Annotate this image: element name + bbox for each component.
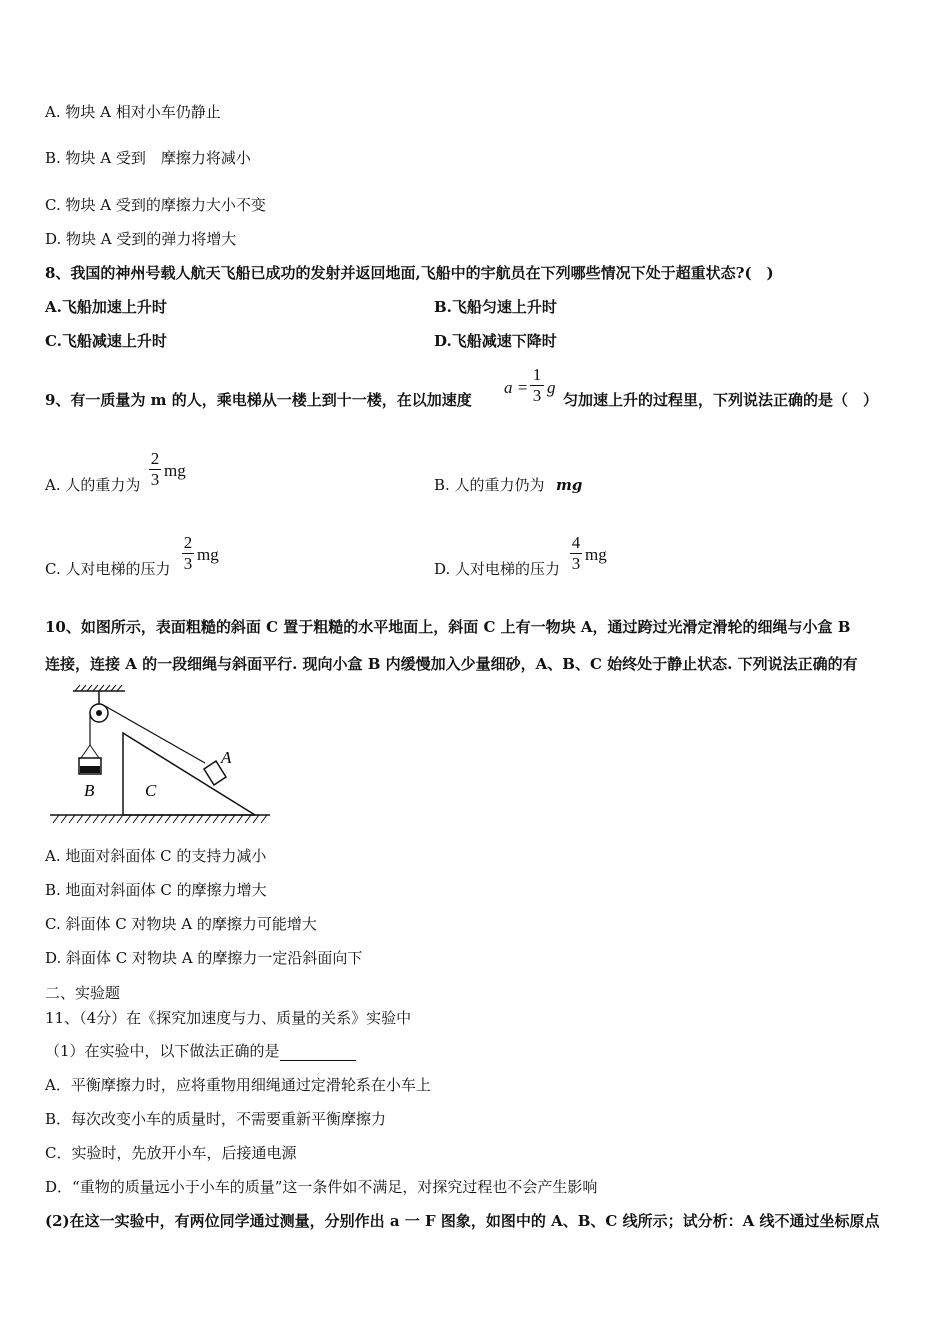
q7-option-a: A. 物块 A 相对小车仍静止	[45, 103, 221, 121]
q10-stem-line2: 连接，连接 A 的一段细绳与斜面平行. 现向小盒 B 内缓慢加入少量细砂，A、B、C 始终处于静止状态. 下列说法正确的有	[45, 655, 858, 673]
q9-option-c-text: C. 人对电梯的压力	[45, 560, 171, 578]
label-b: B	[84, 781, 95, 800]
denominator: 3	[150, 470, 160, 489]
q9-option-d-unit: mg	[585, 545, 607, 564]
hanger-left	[81, 745, 90, 758]
q9-option-d-text: D. 人对电梯的压力	[434, 560, 561, 578]
q10-option-c: C. 斜面体 C 对物块 A 的摩擦力可能增大	[45, 915, 317, 933]
q11-stem: 11、（4分）在《探究加速度与力、质量的关系》实验中	[45, 1009, 412, 1027]
q9-option-b-text: B. 人的重力仍为	[434, 476, 545, 494]
q10-stem-line1: 10、如图所示，表面粗糙的斜面 C 置于粗糙的水平地面上，斜面 C 上有一物块 A，通过跨过光滑定滑轮的细绳与小盒 B	[45, 618, 851, 636]
q9-stem-end: 匀加速上升的过程里，下列说法正确的是（ ）	[563, 391, 879, 409]
q11-sub2: (2)在这一实验中，有两位同学通过测量，分别作出 a 一 F 图象，如图中的 A、B、C 线所示；试分析：A 线不通过坐标原点	[45, 1212, 880, 1230]
ceiling-hatch	[75, 685, 122, 691]
q9-option-a-text: A. 人的重力为	[45, 476, 141, 494]
q11-option-b: B．每次改变小车的质量时，不需要重新平衡摩擦力	[45, 1110, 387, 1128]
q9-accel-fraction	[530, 366, 544, 405]
incline-pulley-figure	[45, 683, 275, 828]
numerator: 4	[571, 533, 581, 552]
q8-option-b: B.飞船匀速上升时	[434, 298, 557, 316]
q7-option-d: D. 物块 A 受到的弹力将增大	[45, 230, 237, 248]
q10-option-b: B. 地面对斜面体 C 的摩擦力增大	[45, 881, 267, 899]
q9-option-b-value: mg	[556, 476, 583, 494]
q11-sub1-text: （1）在实验中，以下做法正确的是	[45, 1042, 280, 1060]
denominator: 3	[183, 554, 193, 573]
q10-option-a: A. 地面对斜面体 C 的支持力减小	[45, 847, 267, 865]
q11-option-c: C．实验时，先放开小车，后接通电源	[45, 1144, 297, 1162]
sand-in-box	[80, 766, 100, 773]
numerator: 2	[183, 533, 193, 552]
q7-option-b: B. 物块 A 受到 摩擦力将减小	[45, 149, 251, 167]
q9-option-a-unit: mg	[164, 461, 186, 480]
q9-accel-denominator: 3	[532, 386, 542, 405]
q9-option-c-unit: mg	[197, 545, 219, 564]
q9-accel-numerator: 1	[532, 365, 542, 384]
q9-option-c-fraction	[182, 534, 194, 573]
pulley-axle	[96, 710, 102, 716]
q11-option-d: D．“重物的质量远小于小车的质量”这一条件如不满足，对探究过程也不会产生影响	[45, 1178, 598, 1196]
q8-option-d: D.飞船减速下降时	[434, 332, 557, 350]
q8-option-c: C.飞船减速上升时	[45, 332, 167, 350]
q10-option-d: D. 斜面体 C 对物块 A 的摩擦力一定沿斜面向下	[45, 949, 363, 967]
q9-accel-g: g	[547, 378, 556, 397]
label-a: A	[221, 748, 232, 767]
denominator: 3	[571, 554, 581, 573]
q7-option-c: C. 物块 A 受到的摩擦力大小不变	[45, 196, 266, 214]
q9-option-d-fraction	[570, 534, 582, 573]
q11-option-a: A．平衡摩擦力时，应将重物用细绳通过定滑轮系在小车上	[45, 1076, 431, 1094]
q9-accel-lhs: a =	[504, 378, 529, 397]
q11-sub1	[45, 1041, 356, 1061]
ground-hatch	[53, 815, 267, 823]
incline-c	[123, 733, 255, 815]
q8-option-a: A.飞船加速上升时	[45, 298, 167, 316]
numerator: 2	[150, 449, 160, 468]
q9-stem-start: 9、有一质量为 m 的人，乘电梯从一楼上到十一楼，在以加速度	[45, 391, 472, 409]
section-title: 二、实验题	[45, 984, 121, 1002]
hanger-right	[90, 745, 99, 758]
label-c: C	[145, 781, 157, 800]
answer-blank	[280, 1045, 356, 1061]
q8-stem: 8、我国的神州号载人航天飞船已成功的发射并返回地面,飞船中的宇航员在下列哪些情况下处于超重状态?( )	[45, 264, 774, 282]
q9-option-a-fraction	[149, 450, 161, 489]
